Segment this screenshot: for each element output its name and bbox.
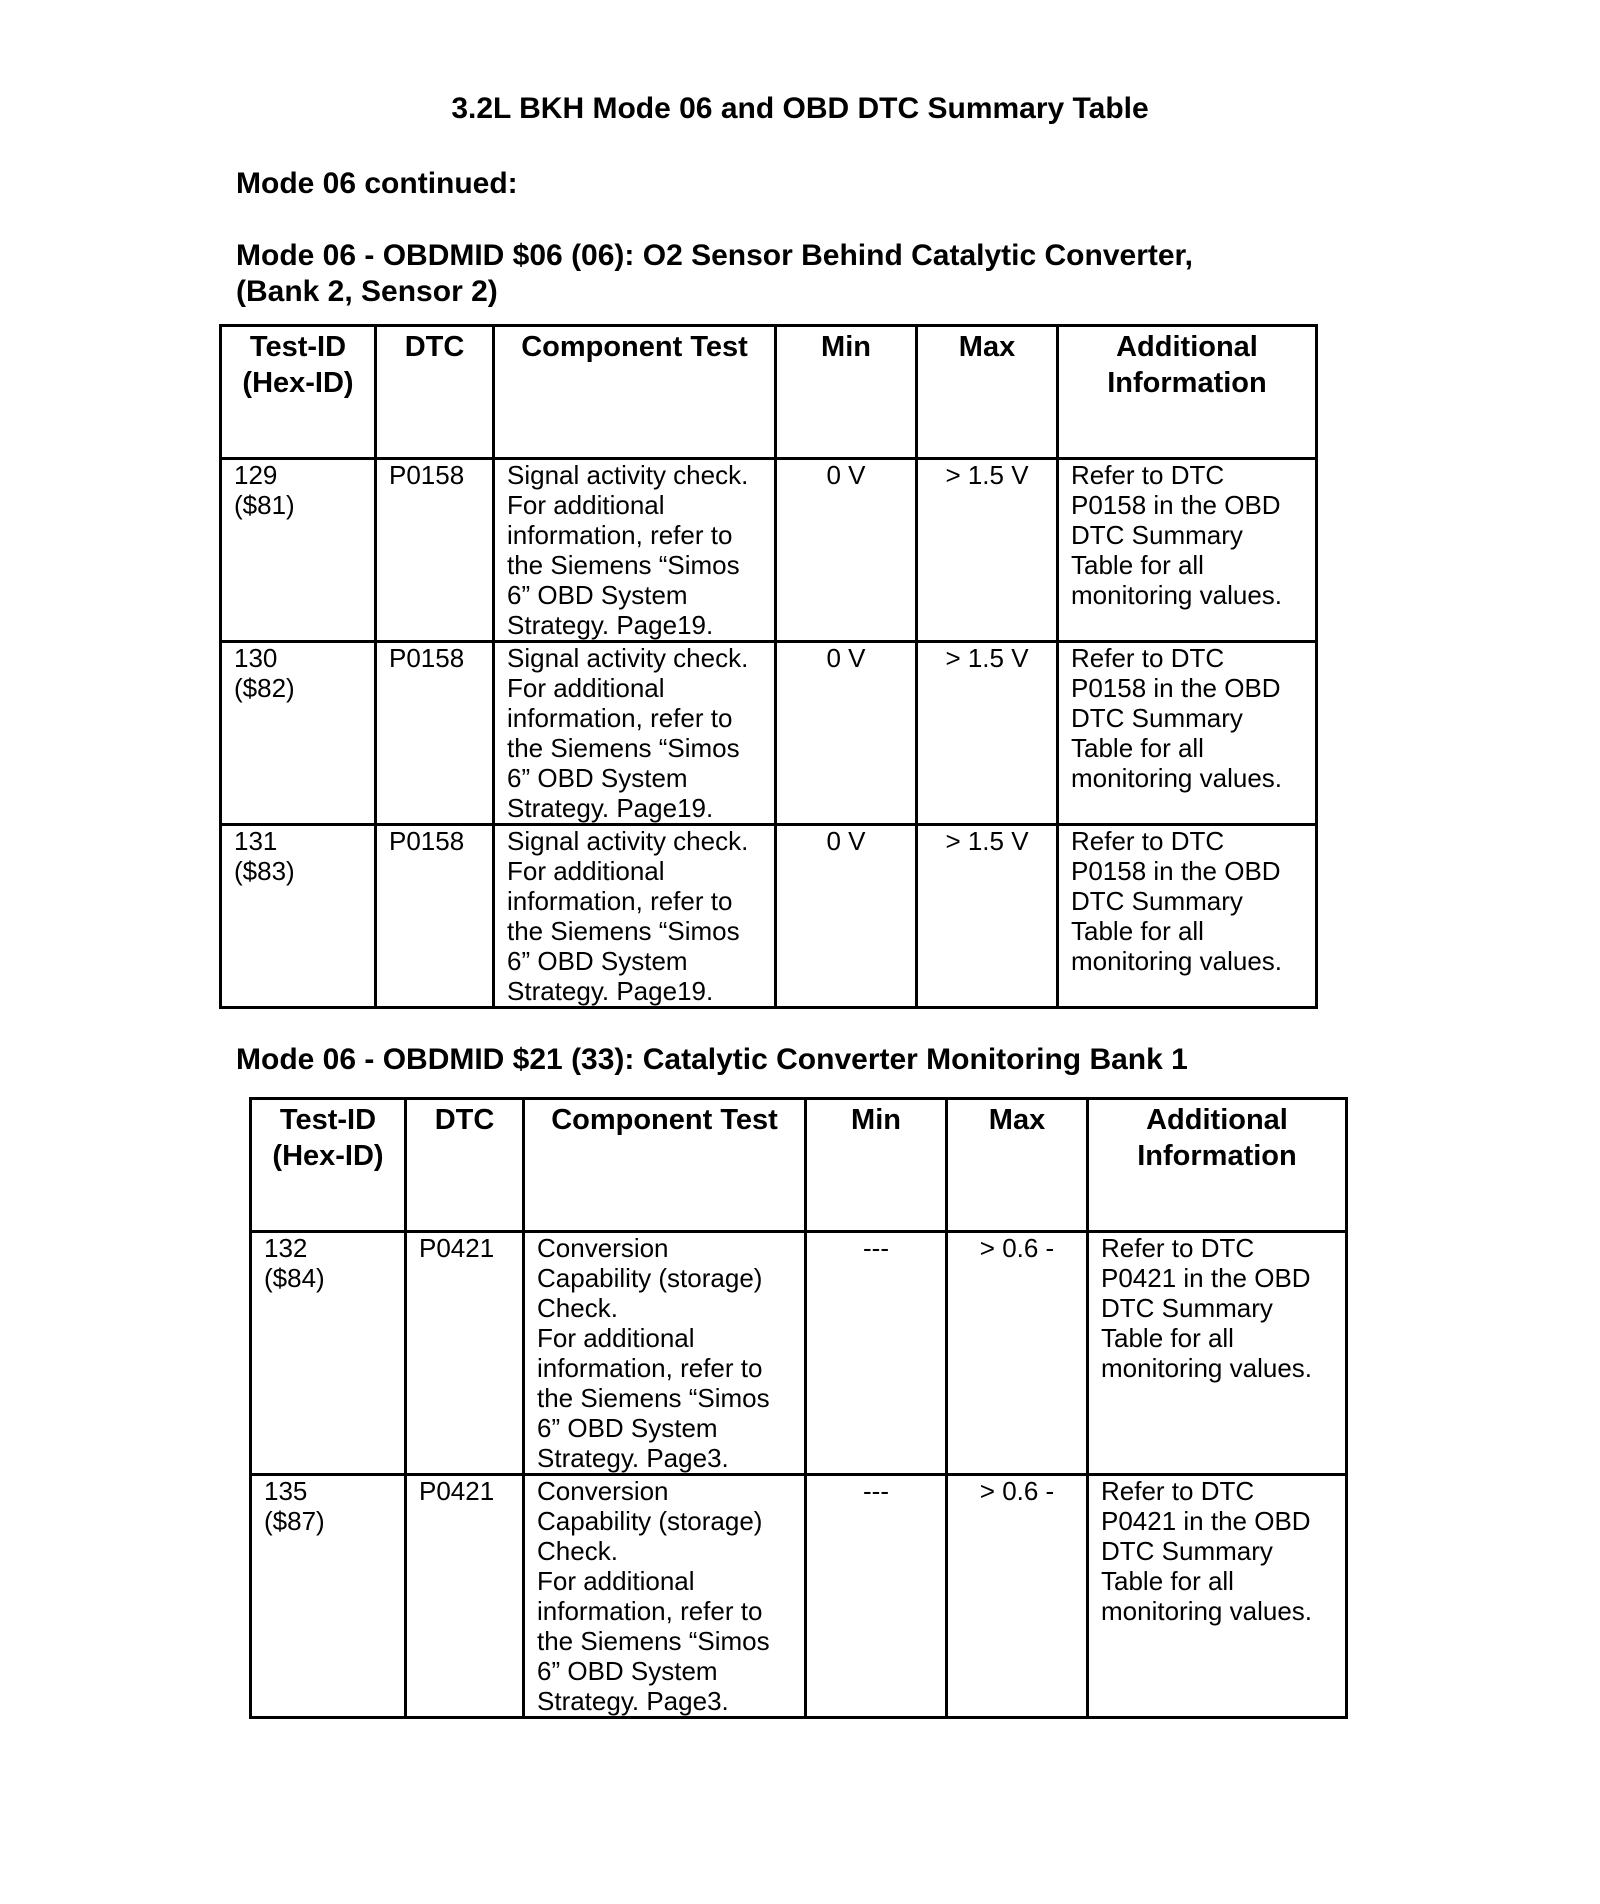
table-row bbox=[221, 825, 1317, 1008]
section1-heading: Mode 06 - OBDMID $06 (06): O2 Sensor Behind Catalytic Converter, (Bank 2, Sensor 2) bbox=[236, 239, 1193, 308]
cell-dtc: P0421 bbox=[406, 1232, 524, 1475]
cell-max: > 1.5 V bbox=[917, 459, 1058, 642]
cell-dtc: P0158 bbox=[376, 459, 494, 642]
cell-max: > 0.6 - bbox=[947, 1232, 1088, 1475]
cell-dtc: P0158 bbox=[376, 825, 494, 1008]
header-max: Max bbox=[947, 1099, 1088, 1232]
cell-component-test: Signal activity check. For additional information, refer to the Siemens “Simos 6” OBD System Strategy. Page19. bbox=[494, 825, 776, 1008]
cell-component-test: Signal activity check. For additional information, refer to the Siemens “Simos 6” OBD System Strategy. Page19. bbox=[494, 459, 776, 642]
header-additional-information: Additional Information bbox=[1088, 1099, 1347, 1232]
cell-max: > 1.5 V bbox=[917, 642, 1058, 825]
header-test-id: Test-ID (Hex-ID) bbox=[251, 1099, 406, 1232]
header-component-test: Component Test bbox=[524, 1099, 806, 1232]
table-header-row bbox=[251, 1099, 1347, 1232]
cell-test-id: 131 ($83) bbox=[221, 825, 376, 1008]
cell-component-test: Signal activity check. For additional information, refer to the Siemens “Simos 6” OBD System Strategy. Page19. bbox=[494, 642, 776, 825]
table-header-row bbox=[221, 326, 1317, 459]
cell-max: > 0.6 - bbox=[947, 1475, 1088, 1718]
cell-dtc: P0158 bbox=[376, 642, 494, 825]
header-dtc: DTC bbox=[376, 326, 494, 459]
cell-min: 0 V bbox=[776, 459, 917, 642]
cell-component-test: Conversion Capability (storage) Check. For additional information, refer to the Siemens “Simos 6” OBD System Strategy. Page3. bbox=[524, 1232, 806, 1475]
cell-min: --- bbox=[806, 1232, 947, 1475]
catalytic-converter-mode06-table bbox=[249, 1097, 1348, 1719]
cell-additional-information: Refer to DTC P0158 in the OBD DTC Summary Table for all monitoring values. bbox=[1058, 825, 1317, 1008]
continued-label: Mode 06 continued: bbox=[236, 167, 518, 200]
header-min: Min bbox=[806, 1099, 947, 1232]
header-min: Min bbox=[776, 326, 917, 459]
cell-test-id: 130 ($82) bbox=[221, 642, 376, 825]
cell-min: --- bbox=[806, 1475, 947, 1718]
document-title: 3.2L BKH Mode 06 and OBD DTC Summary Table bbox=[451, 92, 1149, 125]
cell-min: 0 V bbox=[776, 642, 917, 825]
cell-max: > 1.5 V bbox=[917, 825, 1058, 1008]
cell-dtc: P0421 bbox=[406, 1475, 524, 1718]
table-row bbox=[221, 642, 1317, 825]
cell-component-test: Conversion Capability (storage) Check. For additional information, refer to the Siemens “Simos 6” OBD System Strategy. Page3. bbox=[524, 1475, 806, 1718]
cell-test-id: 135 ($87) bbox=[251, 1475, 406, 1718]
cell-test-id: 129 ($81) bbox=[221, 459, 376, 642]
cell-additional-information: Refer to DTC P0158 in the OBD DTC Summary Table for all monitoring values. bbox=[1058, 459, 1317, 642]
cell-additional-information: Refer to DTC P0421 in the OBD DTC Summary Table for all monitoring values. bbox=[1088, 1232, 1347, 1475]
table-row bbox=[221, 459, 1317, 642]
table-row bbox=[251, 1232, 1347, 1475]
cell-additional-information: Refer to DTC P0158 in the OBD DTC Summary Table for all monitoring values. bbox=[1058, 642, 1317, 825]
header-dtc: DTC bbox=[406, 1099, 524, 1232]
cell-test-id: 132 ($84) bbox=[251, 1232, 406, 1475]
header-max: Max bbox=[917, 326, 1058, 459]
o2-sensor-mode06-table bbox=[219, 324, 1318, 1009]
header-component-test: Component Test bbox=[494, 326, 776, 459]
cell-additional-information: Refer to DTC P0421 in the OBD DTC Summary Table for all monitoring values. bbox=[1088, 1475, 1347, 1718]
table-row bbox=[251, 1475, 1347, 1718]
header-additional-information: Additional Information bbox=[1058, 326, 1317, 459]
cell-min: 0 V bbox=[776, 825, 917, 1008]
section2-heading: Mode 06 - OBDMID $21 (33): Catalytic Converter Monitoring Bank 1 bbox=[236, 1043, 1188, 1076]
header-test-id: Test-ID (Hex-ID) bbox=[221, 326, 376, 459]
